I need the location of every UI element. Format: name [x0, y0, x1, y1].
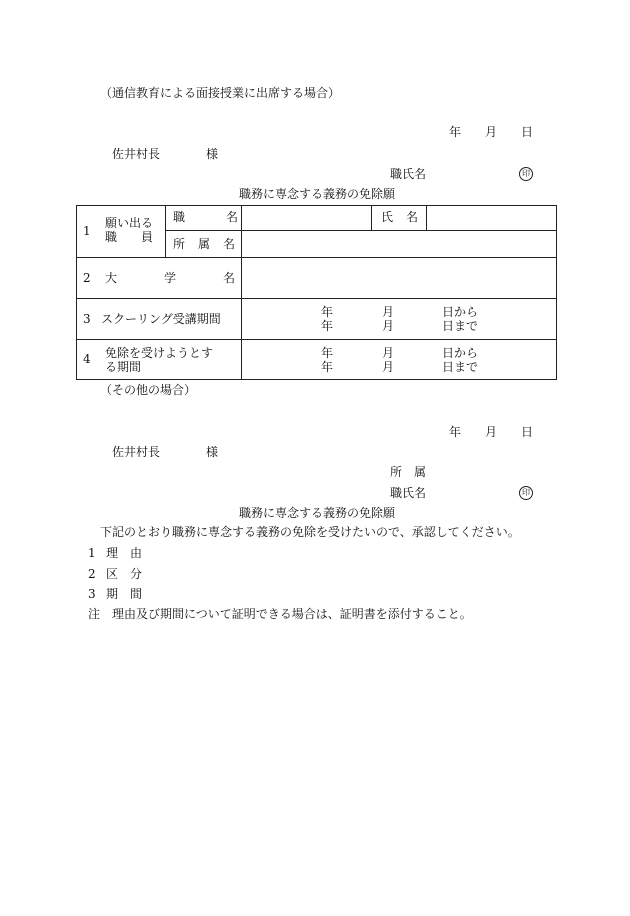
- item-number: 1: [88, 546, 96, 560]
- section1-signature-label: 職氏名: [390, 167, 427, 181]
- name-field: [427, 206, 556, 230]
- row3-from-month: 月: [382, 305, 395, 319]
- footer-note: 注 理由及び期間について証明できる場合は、証明書を添付すること。: [88, 607, 472, 621]
- shimei-label-a: 氏: [381, 210, 394, 224]
- section1-date-month: 月: [485, 125, 498, 139]
- university-field: [242, 258, 556, 298]
- affiliation-label: [173, 237, 235, 251]
- row3-number: 3: [83, 312, 91, 326]
- item-label-category: 区 分: [106, 567, 143, 581]
- row1-label-top: 願い出る: [105, 216, 154, 230]
- row4-number: 4: [83, 352, 91, 366]
- item-number: 3: [88, 587, 96, 601]
- section2-note: （その他の場合）: [100, 383, 197, 397]
- affiliation-label-char: 属: [197, 237, 210, 251]
- section2-date-month: 月: [485, 425, 498, 439]
- row4-to-year: 年: [321, 360, 334, 374]
- university-label-char: 大: [105, 271, 118, 285]
- shoku-label: 職: [173, 210, 186, 224]
- section2-signature-label: 職氏名: [390, 486, 427, 500]
- row1-number: 1: [83, 224, 91, 238]
- section2-body: 下記のとおり職務に専念する義務の免除を受けたいので、承認してください。: [100, 525, 520, 539]
- seal-icon: 印: [519, 486, 533, 500]
- row3-to-month: 月: [382, 319, 395, 333]
- exemption-period-label-bottom: る期間: [105, 360, 142, 374]
- row4-to-month: 月: [382, 360, 395, 374]
- section2-date-year: 年: [449, 425, 462, 439]
- item-label-period: 期 間: [106, 587, 143, 601]
- affiliation-label-char: 所: [173, 237, 186, 251]
- row3-to-day: 日まで: [442, 319, 479, 333]
- affiliation-label-char: 名: [222, 237, 235, 251]
- row3-from-year: 年: [321, 305, 334, 319]
- university-label-char: 名: [222, 271, 235, 285]
- section2-title: 職務に専念する義務の免除願: [239, 506, 396, 520]
- section2-date-day: 日: [521, 425, 534, 439]
- affiliation-field: [242, 231, 556, 257]
- section2-honorific: 様: [206, 445, 219, 459]
- item-label-reason: 理 由: [106, 546, 143, 560]
- mei-label: 名: [226, 210, 239, 224]
- row4-from-year: 年: [321, 346, 334, 360]
- shimei-label-b: 名: [406, 210, 419, 224]
- row3-to-year: 年: [321, 319, 334, 333]
- row3-from-day: 日から: [442, 305, 479, 319]
- row4-to-day: 日まで: [442, 360, 479, 374]
- row2-number: 2: [83, 271, 91, 285]
- section1-addressee: 佐井村長: [112, 147, 161, 161]
- university-label: [105, 271, 235, 285]
- section2-addressee: 佐井村長: [112, 445, 161, 459]
- section1-title: 職務に専念する義務の免除願: [239, 187, 396, 201]
- row4-from-day: 日から: [442, 346, 479, 360]
- section1-note: （通信教育による面接授業に出席する場合）: [100, 86, 341, 100]
- exemption-period-label-top: 免除を受けようとす: [105, 346, 214, 360]
- exemption-table: [76, 205, 557, 380]
- position-field: [242, 206, 371, 230]
- seal-icon: 印: [519, 167, 533, 181]
- section2-affiliation-label: 所 属: [390, 465, 427, 479]
- schooling-period-label: スクーリング受講期間: [101, 312, 221, 326]
- section1-date-day: 日: [521, 125, 534, 139]
- item-number: 2: [88, 567, 96, 581]
- row4-from-month: 月: [382, 346, 395, 360]
- section1-date-year: 年: [449, 125, 462, 139]
- row1-label-bottom: 職 員: [105, 230, 154, 244]
- section1-honorific: 様: [206, 147, 219, 161]
- university-label-char: 学: [163, 271, 176, 285]
